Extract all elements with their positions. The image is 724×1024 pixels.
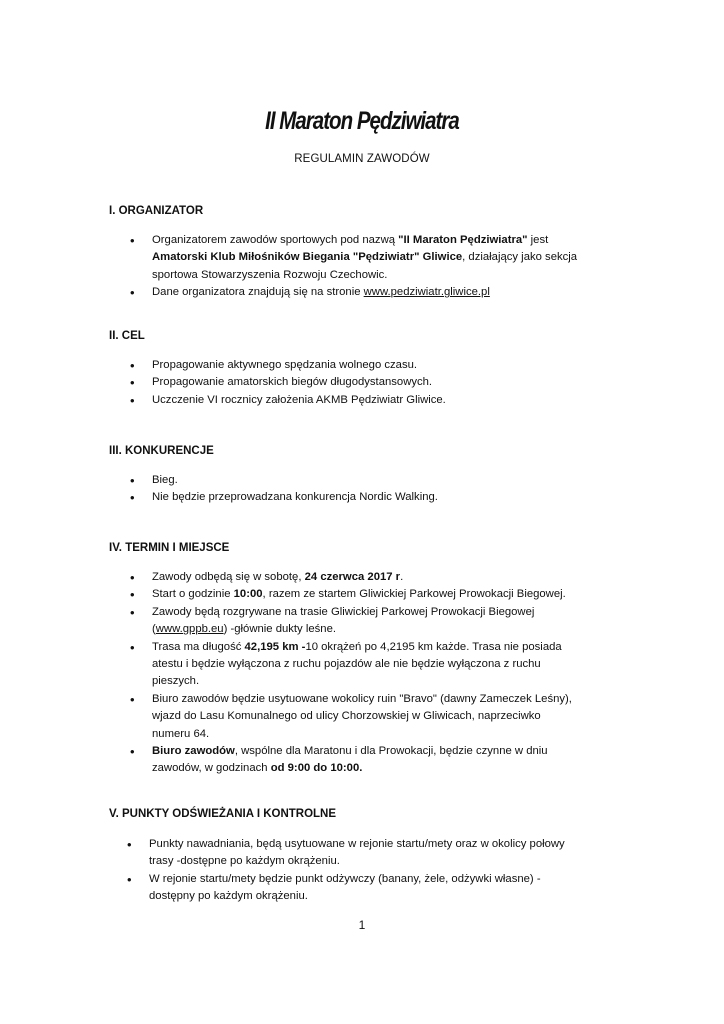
list-item: • Punkty nawadniania, będą usytuowane w rejonie startu/mety oraz w okolicy połowy trasy -dostępne po każdym okrążeniu.: [149, 836, 565, 871]
list-item: • Propagowanie aktywnego spędzania wolnego czasu.: [152, 357, 446, 374]
list-item: • Biuro zawodów, wspólne dla Maratonu i dla Prowokacji, będzie czynne w dniu zawodów, w godzinach od 9:00 do 10:00.: [152, 743, 572, 778]
list-item: • Start o godzinie 10:00, razem ze startem Gliwickiej Parkowej Prowokacji Biegowej.: [152, 586, 572, 603]
list-item: • Bieg.: [152, 472, 438, 489]
section-heading-termin: IV. TERMIN I MIEJSCE: [109, 542, 230, 554]
list-item: • Propagowanie amatorskich biegów długodystansowych.: [152, 374, 446, 391]
list-item: • Biuro zawodów będzie usytuowane wokolicy ruin "Bravo" (dawny Zameczek Leśny), wjazd do Lasu Komunalnego od ulicy Chorzowskiej w Gliwicach, naprzeciwko numeru 64.: [152, 691, 572, 743]
document-subtitle: REGULAMIN ZAWODÓW: [294, 153, 430, 165]
organizator-list: [152, 232, 577, 302]
section-heading-organizator: I. ORGANIZATOR: [109, 205, 204, 217]
termin-list: [152, 569, 572, 778]
section-heading-konkurencje: III. KONKURENCJE: [109, 445, 214, 457]
document-title: II Maraton Pędziwiatra: [265, 107, 459, 135]
organizer-website-link[interactable]: www.pedziwiatr.gliwice.pl: [363, 286, 490, 299]
cel-list: [152, 357, 446, 409]
section-heading-cel: II. CEL: [109, 330, 145, 342]
konkurencje-list: [152, 472, 438, 507]
page-number: 1: [358, 918, 366, 932]
list-item: • Organizatorem zawodów sportowych pod nazwą "II Maraton Pędziwiatra" jest Amatorski Klub Miłośników Biegania "Pędziwiatr" Gliwice, działający jako sekcja sportowa Stowarzyszenia Rozwoju Czechowic.: [152, 232, 577, 284]
gppb-website-link[interactable]: www.gppb.eu: [155, 623, 224, 636]
list-item: • Nie będzie przeprowadzana konkurencja Nordic Walking.: [152, 489, 438, 506]
section-heading-punkty: V. PUNKTY ODŚWIEŻANIA I KONTROLNE: [109, 808, 337, 820]
list-item: • W rejonie startu/mety będzie punkt odżywczy (banany, żele, odżywki własne) - dostępny po każdym okrążeniu.: [149, 871, 565, 906]
punkty-list: [149, 836, 565, 906]
list-item: • Trasa ma długość 42,195 km -10 okrążeń po 4,2195 km każde. Trasa nie posiada atestu i będzie wyłączona z ruchu pojazdów ale nie będzie wyłączona z ruchu pieszych.: [152, 639, 572, 691]
list-item: • Zawody będą rozgrywane na trasie Gliwickiej Parkowej Prowokacji Biegowej (www.gppb.eu) -głównie dukty leśne.: [152, 604, 572, 639]
list-item: • Zawody odbędą się w sobotę, 24 czerwca 2017 r.: [152, 569, 572, 586]
list-item: • Dane organizatora znajdują się na stronie www.pedziwiatr.gliwice.pl: [152, 284, 577, 301]
list-item: • Uczczenie VI rocznicy założenia AKMB Pędziwiatr Gliwice.: [152, 392, 446, 409]
